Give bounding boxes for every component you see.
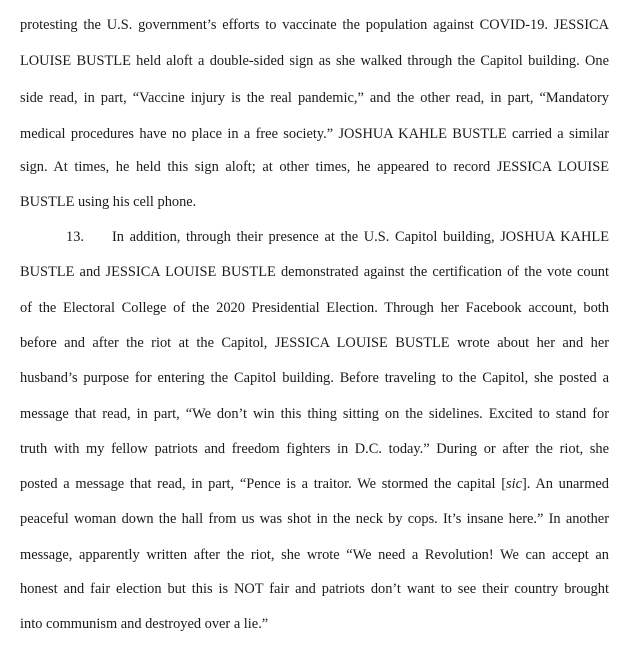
text-line: husband’s purpose for entering the Capitol building. Before traveling to the Capitol, she posted a — [20, 370, 609, 386]
text-span: ]. An unarmed — [522, 476, 609, 492]
text-line: LOUISE BUSTLE held aloft a double-sided sign as she walked through the Capitol building. One — [20, 53, 609, 69]
text-line: BUSTLE and JESSICA LOUISE BUSTLE demonstrated against the certification of the vote count — [20, 264, 609, 280]
paragraph-13-first-line — [66, 228, 609, 246]
text-line: honest and fair election but this is NOT fair and patriots don’t want to see their country brought — [20, 581, 609, 597]
text-line-with-sic — [20, 475, 609, 493]
text-line: before and after the riot at the Capitol, JESSICA LOUISE BUSTLE wrote about her and her — [20, 335, 609, 351]
paragraph-number: 13. — [66, 229, 84, 245]
text-line: truth with my fellow patriots and freedom fighters in D.C. today.” During or after the riot, she — [20, 441, 609, 457]
text-line: medical procedures have no place in a free society.” JOSHUA KAHLE BUSTLE carried a similar — [20, 126, 609, 142]
sic-italic: sic — [506, 476, 523, 492]
text-line: side read, in part, “Vaccine injury is the real pandemic,” and the other read, in part, “Mandatory — [20, 90, 609, 106]
text-line: protesting the U.S. government’s efforts to vaccinate the population against COVID-19. JESSICA — [20, 17, 609, 33]
text-span: In addition, through their presence at the U.S. Capitol building, JOSHUA KAHLE — [112, 229, 609, 245]
text-line: peaceful woman down the hall from us was shot in the neck by cops. It’s insane here.” In another — [20, 511, 609, 527]
text-line: of the Electoral College of the 2020 Presidential Election. Through her Facebook account, both — [20, 300, 609, 316]
text-span: posted a message that read, in part, “Pence is a traitor. We stormed the capital [ — [20, 476, 507, 492]
text-line: into communism and destroyed over a lie.” — [20, 616, 269, 632]
text-line: sign. At times, he held this sign aloft; at other times, he appeared to record JESSICA LOUISE — [20, 159, 609, 175]
text-line: message, apparently written after the riot, she wrote “We need a Revolution! We can accept an — [20, 547, 609, 563]
text-line: BUSTLE using his cell phone. — [20, 194, 197, 210]
text-line: message that read, in part, “We don’t win this thing sitting on the sidelines. Excited to stand for — [20, 406, 609, 422]
